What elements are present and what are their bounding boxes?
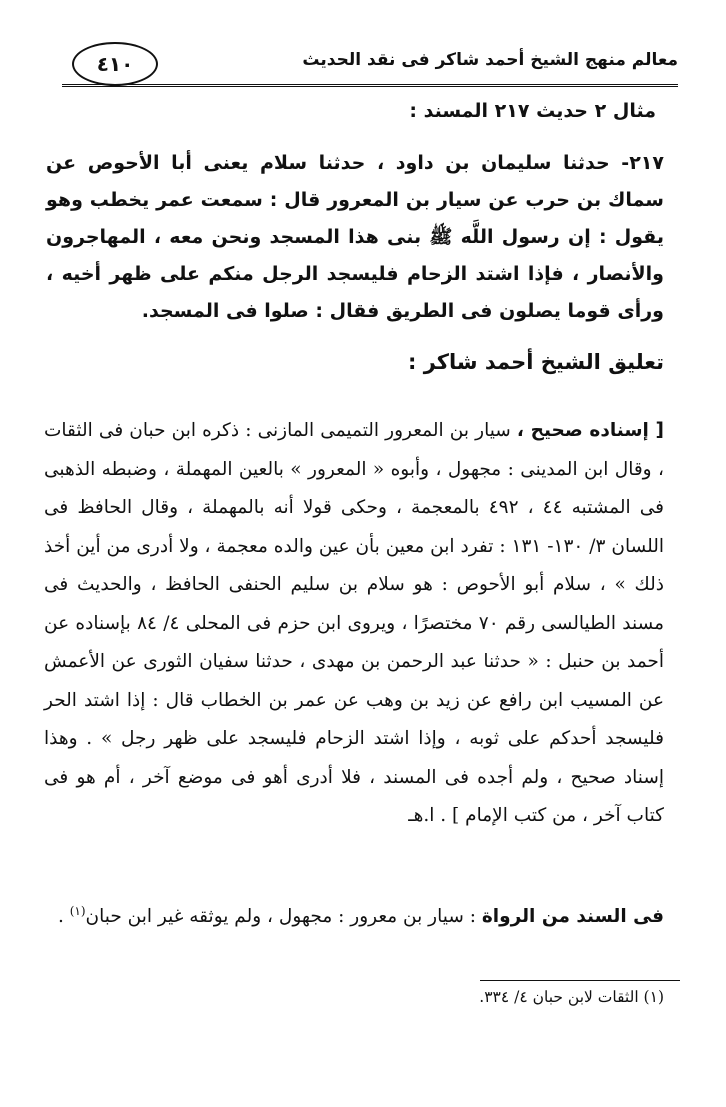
page-number: ٤١٠ [72, 42, 158, 86]
footnote-reference[interactable]: (١) [69, 904, 86, 918]
narrators-body: : سيار بن معرور : مجهول ، ولم يوثقه غير ابن حبان [85, 906, 482, 928]
header-divider [62, 84, 678, 87]
commentary-heading: تعليق الشيخ أحمد شاكر : [408, 350, 664, 374]
hadith-text: ٢١٧- حدثنا سليمان بن داود ، حدثنا سلام يعنى أبا الأحوص عن سماك بن حرب عن سيار بن المعرور قال : سمعت عمر يخطب وهو يقول : إن رسول اللَّه ﷺ بنى هذا المسجد ونحن معه ، المهاجرون والأنصار ، فإذا اشتد الزحام فليسجد الرجل منكم على ظهر أخيه ، ورأى قوما يصلون فى الطريق فقال : صلوا فى المسجد. [46, 152, 664, 322]
commentary-body: سيار بن المعرور التميمى المازنى : ذكره ابن حبان فى الثقات ، وقال ابن المدينى : مجهول ، وأبوه « المعرور » بالعين المهملة ، وضبطه الذهبى فى المشتبه ٤٤ ، ٤٩٢ بالمعجمة ، وحكى قولا أنه بالمهملة ، وقال الحافظ فى اللسان ٣/ ١٣٠- ١٣١ : تفرد ابن معين بأن عين والده معجمة ، ولا أدرى من أين أخذ ذلك » ، سلام أبو الأحوص : هو سلام بن سليم الحنفى الحافظ ، والحديث فى مسند الطيالسى رقم ٧٠ مختصرًا ، ويروى ابن حزم فى المحلى ٤/ ٨٤ بإسناده عن أحمد بن حنبل : « حدثنا عبد الرحمن بن مهدى ، حدثنا سفيان الثورى عن الأعمش عن المسيب ابن رافع عن زيد بن وهب عن عمر بن الخطاب قال : إذا اشتد الحر فليسجد أحدكم على ثوبه ، وإذا اشتد الزحام فليسجد على ظهر رجل » . وهذا إسناد صحيح ، ولم أجده فى المسند ، فلا أدرى أهو فى موضع آخر ، أم هو فى كتاب آخر ، من كتب الإمام ] . ا.هـ [44, 420, 664, 826]
narrators-note [44, 893, 664, 935]
commentary-text [44, 412, 664, 836]
commentary-lead: [ إسناده صحيح ، [516, 420, 664, 441]
running-title: معالم منهج الشيخ أحمد شاكر فى نقد الحديث [302, 50, 678, 70]
footnote-text: (١) الثقات لابن حبان ٤/ ٣٣٤. [479, 988, 664, 1006]
footnote-divider [480, 980, 680, 981]
narrators-end: . [57, 906, 70, 928]
page-header [62, 40, 678, 90]
narrators-lead: فى السند من الرواة [481, 906, 664, 928]
example-heading: مثال ٢ حديث ٢١٧ المسند : [409, 100, 656, 122]
